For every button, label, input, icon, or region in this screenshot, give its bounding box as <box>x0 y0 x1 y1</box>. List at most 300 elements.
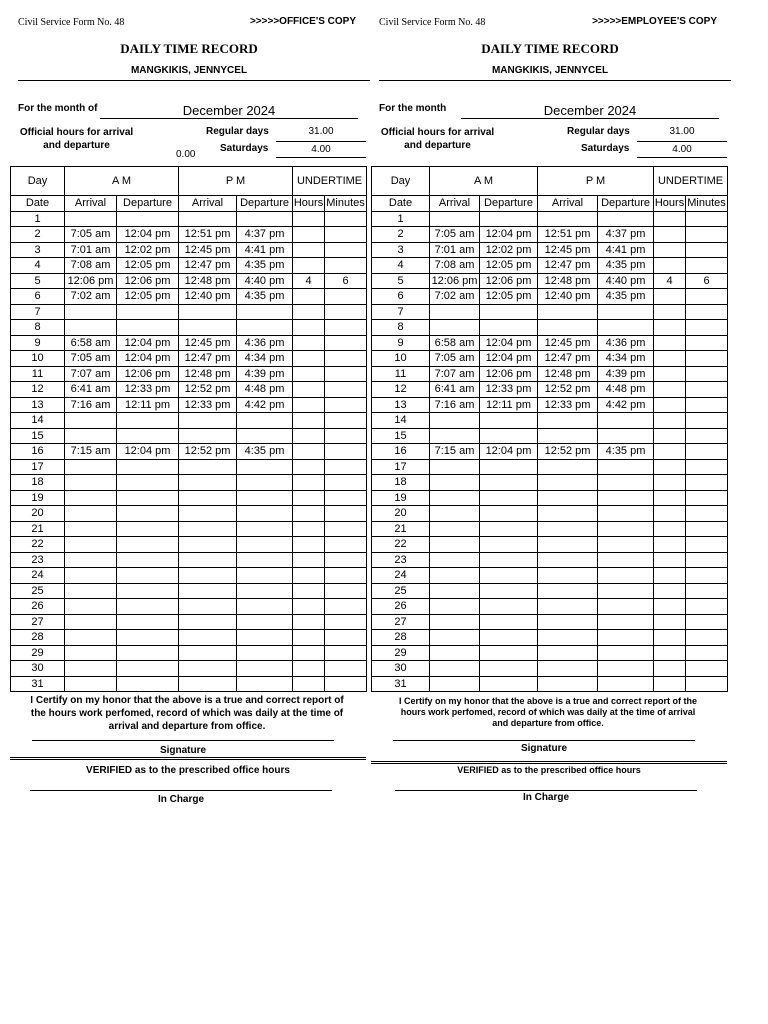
verified-label: VERIFIED as to the prescribed office hours <box>86 765 290 776</box>
pm-departure-cell <box>237 428 293 444</box>
undertime-minutes-cell <box>686 552 728 568</box>
table-row <box>372 382 728 398</box>
header-pm: P M <box>179 167 293 196</box>
pm-departure-cell <box>237 490 293 506</box>
am-departure-cell <box>480 645 538 661</box>
employee-copy-panel <box>369 0 731 820</box>
pm-arrival-cell <box>179 630 237 646</box>
undertime-minutes-cell <box>686 227 728 243</box>
table-row <box>372 661 728 677</box>
undertime-hours-cell <box>293 537 325 553</box>
row-day: 25 <box>372 583 430 599</box>
am-departure-cell <box>117 304 179 320</box>
pm-departure-cell <box>598 413 654 429</box>
undertime-minutes-cell <box>686 304 728 320</box>
am-arrival-cell <box>430 645 480 661</box>
table-row <box>372 335 728 351</box>
am-arrival-cell: 7:15 am <box>65 444 117 460</box>
employee-name: MANGKIKIS, JENNYCEL <box>491 65 609 76</box>
pm-departure-cell: 4:37 pm <box>237 227 293 243</box>
row-day: 29 <box>372 645 430 661</box>
undertime-minutes-cell <box>325 552 367 568</box>
pm-arrival-cell <box>179 614 237 630</box>
am-arrival-cell <box>65 490 117 506</box>
saturdays-label: Saturdays <box>581 143 630 154</box>
pm-arrival-cell: 12:51 pm <box>538 227 598 243</box>
undertime-hours-cell <box>654 258 686 274</box>
header-undertime: UNDERTIME <box>293 167 367 196</box>
pm-arrival-cell <box>538 676 598 692</box>
table-row <box>11 413 367 429</box>
table-row <box>372 506 728 522</box>
am-arrival-cell <box>430 583 480 599</box>
pm-departure-cell <box>598 614 654 630</box>
table-row <box>372 320 728 336</box>
table-row <box>11 289 367 305</box>
am-arrival-cell <box>430 475 480 491</box>
row-day: 9 <box>372 335 430 351</box>
am-departure-cell <box>117 614 179 630</box>
am-departure-cell: 12:33 pm <box>480 382 538 398</box>
am-arrival-cell: 6:58 am <box>430 335 480 351</box>
header-date: Date <box>372 196 430 212</box>
row-day: 28 <box>11 630 65 646</box>
am-arrival-cell: 7:05 am <box>430 227 480 243</box>
undertime-hours-cell: 4 <box>293 273 325 289</box>
am-arrival-cell <box>65 320 117 336</box>
header-undertime: UNDERTIME <box>654 167 728 196</box>
time-record-rows <box>11 211 367 692</box>
table-row <box>372 242 728 258</box>
signature-label: Signature <box>159 745 207 756</box>
table-row <box>372 227 728 243</box>
pm-arrival-cell: 12:48 pm <box>179 366 237 382</box>
am-arrival-cell <box>65 459 117 475</box>
undertime-hours-cell <box>293 568 325 584</box>
am-departure-cell: 12:05 pm <box>480 289 538 305</box>
pm-arrival-cell <box>179 599 237 615</box>
pm-departure-cell <box>598 599 654 615</box>
am-arrival-cell <box>65 304 117 320</box>
am-departure-cell <box>480 630 538 646</box>
am-departure-cell <box>480 661 538 677</box>
undertime-minutes-cell <box>686 521 728 537</box>
saturdays-value: 4.00 <box>637 143 727 158</box>
row-day: 16 <box>372 444 430 460</box>
table-row <box>11 676 367 692</box>
month-value: December 2024 <box>461 103 719 119</box>
certification-text: I Certify on my honor that the above is a true and correct report of the hours work perfomed, record of which was daily at the time of arrival and departure from office. <box>398 696 698 728</box>
table-row <box>372 459 728 475</box>
row-day: 8 <box>11 320 65 336</box>
form-title: DAILY TIME RECORD <box>481 41 619 56</box>
pm-arrival-cell <box>179 521 237 537</box>
am-arrival-cell <box>430 304 480 320</box>
am-departure-cell <box>117 645 179 661</box>
pm-departure-cell <box>598 537 654 553</box>
am-arrival-cell <box>430 521 480 537</box>
separator-line <box>371 761 727 764</box>
signature-label: Signature <box>520 743 568 754</box>
am-arrival-cell: 7:05 am <box>65 351 117 367</box>
undertime-hours-cell <box>293 351 325 367</box>
certification-text: I Certify on my honor that the above is a true and correct report of the hours work perfomed, record of which was daily at the time of arrival and departure from office. <box>30 695 344 732</box>
undertime-minutes-cell <box>686 258 728 274</box>
table-row <box>11 382 367 398</box>
header-am-departure: Departure <box>117 196 179 212</box>
table-row <box>11 645 367 661</box>
am-arrival-cell: 7:08 am <box>65 258 117 274</box>
row-day: 16 <box>11 444 65 460</box>
pm-arrival-cell <box>538 459 598 475</box>
am-departure-cell <box>117 490 179 506</box>
row-day: 18 <box>372 475 430 491</box>
table-row <box>11 614 367 630</box>
pm-arrival-cell <box>538 661 598 677</box>
am-departure-cell <box>480 304 538 320</box>
pm-departure-cell <box>598 304 654 320</box>
table-row <box>372 599 728 615</box>
undertime-minutes-cell <box>325 304 367 320</box>
row-day: 4 <box>11 258 65 274</box>
undertime-minutes-cell <box>325 475 367 491</box>
am-departure-cell <box>480 490 538 506</box>
pm-departure-cell <box>598 676 654 692</box>
am-departure-cell: 12:06 pm <box>480 273 538 289</box>
undertime-hours-cell <box>293 320 325 336</box>
pm-arrival-cell: 12:47 pm <box>179 258 237 274</box>
pm-departure-cell: 4:35 pm <box>598 258 654 274</box>
undertime-minutes-cell <box>325 335 367 351</box>
pm-arrival-cell: 12:40 pm <box>179 289 237 305</box>
time-record-table <box>371 166 728 692</box>
undertime-hours-cell <box>293 506 325 522</box>
regular-days-value: 31.00 <box>637 123 727 142</box>
pm-departure-cell: 4:36 pm <box>598 335 654 351</box>
undertime-minutes-cell: 6 <box>325 273 367 289</box>
undertime-hours-cell <box>654 335 686 351</box>
pm-arrival-cell <box>179 459 237 475</box>
pm-departure-cell <box>237 552 293 568</box>
table-row <box>11 397 367 413</box>
undertime-minutes-cell <box>325 320 367 336</box>
table-row <box>11 661 367 677</box>
pm-arrival-cell: 12:52 pm <box>179 382 237 398</box>
pm-arrival-cell <box>538 211 598 227</box>
undertime-hours-cell <box>293 413 325 429</box>
pm-arrival-cell: 12:45 pm <box>179 242 237 258</box>
table-row <box>11 475 367 491</box>
table-row <box>11 211 367 227</box>
am-departure-cell <box>117 568 179 584</box>
am-arrival-cell: 6:58 am <box>65 335 117 351</box>
table-row <box>372 475 728 491</box>
time-record-rows <box>372 211 728 692</box>
am-arrival-cell: 7:07 am <box>65 366 117 382</box>
undertime-minutes-cell <box>325 258 367 274</box>
undertime-minutes-cell <box>686 444 728 460</box>
copy-label: >>>>>EMPLOYEE'S COPY <box>592 16 717 27</box>
am-arrival-cell: 7:16 am <box>65 397 117 413</box>
pm-arrival-cell: 12:33 pm <box>538 397 598 413</box>
undertime-minutes-cell <box>325 459 367 475</box>
pm-arrival-cell <box>538 428 598 444</box>
table-row <box>372 645 728 661</box>
am-departure-cell <box>480 537 538 553</box>
pm-departure-cell <box>237 568 293 584</box>
undertime-minutes-cell <box>325 382 367 398</box>
undertime-hours-cell <box>654 521 686 537</box>
am-departure-cell: 12:11 pm <box>117 397 179 413</box>
undertime-minutes-cell <box>686 645 728 661</box>
pm-arrival-cell <box>179 428 237 444</box>
table-row <box>372 630 728 646</box>
pm-arrival-cell: 12:52 pm <box>538 382 598 398</box>
undertime-minutes-cell <box>325 490 367 506</box>
pm-arrival-cell: 12:48 pm <box>538 366 598 382</box>
undertime-minutes-cell <box>325 599 367 615</box>
undertime-hours-cell <box>293 614 325 630</box>
header-day: Day <box>372 167 430 196</box>
undertime-minutes-cell <box>686 506 728 522</box>
undertime-minutes-cell <box>325 227 367 243</box>
am-arrival-cell: 7:01 am <box>65 242 117 258</box>
pm-departure-cell <box>237 506 293 522</box>
official-hours-label: Official hours for arrival and departure <box>380 127 495 151</box>
name-underline <box>379 80 731 81</box>
row-day: 17 <box>372 459 430 475</box>
undertime-minutes-cell <box>686 583 728 599</box>
am-arrival-cell: 7:08 am <box>430 258 480 274</box>
row-day: 31 <box>372 676 430 692</box>
am-departure-cell <box>480 320 538 336</box>
table-row <box>372 273 728 289</box>
signature-line <box>32 740 334 741</box>
row-day: 10 <box>372 351 430 367</box>
row-day: 15 <box>11 428 65 444</box>
row-day: 1 <box>372 211 430 227</box>
header-hours: Hours <box>654 197 685 210</box>
undertime-hours-cell: 4 <box>654 273 686 289</box>
am-departure-cell <box>480 428 538 444</box>
undertime-hours-cell <box>654 645 686 661</box>
undertime-hours-cell <box>654 676 686 692</box>
am-arrival-cell <box>430 630 480 646</box>
row-day: 26 <box>11 599 65 615</box>
row-day: 3 <box>372 242 430 258</box>
undertime-minutes-cell <box>686 211 728 227</box>
row-day: 30 <box>11 661 65 677</box>
pm-departure-cell: 4:34 pm <box>598 351 654 367</box>
row-day: 26 <box>372 599 430 615</box>
row-day: 22 <box>11 537 65 553</box>
pm-arrival-cell <box>538 568 598 584</box>
pm-arrival-cell <box>179 490 237 506</box>
pm-departure-cell <box>237 521 293 537</box>
am-arrival-cell <box>65 599 117 615</box>
row-day: 1 <box>11 211 65 227</box>
in-charge-line <box>30 790 332 791</box>
header-date: Date <box>11 196 65 212</box>
row-day: 5 <box>372 273 430 289</box>
table-row <box>11 428 367 444</box>
pm-departure-cell: 4:40 pm <box>237 273 293 289</box>
pm-arrival-cell <box>179 552 237 568</box>
row-day: 27 <box>11 614 65 630</box>
pm-arrival-cell: 12:51 pm <box>179 227 237 243</box>
row-day: 4 <box>372 258 430 274</box>
undertime-hours-cell <box>293 583 325 599</box>
row-day: 8 <box>372 320 430 336</box>
pm-departure-cell <box>598 521 654 537</box>
row-day: 6 <box>372 289 430 305</box>
pm-arrival-cell <box>538 599 598 615</box>
undertime-minutes-cell <box>686 335 728 351</box>
pm-departure-cell: 4:35 pm <box>598 289 654 305</box>
pm-arrival-cell: 12:47 pm <box>538 351 598 367</box>
header-am-arrival: Arrival <box>430 196 480 212</box>
undertime-minutes-cell <box>325 661 367 677</box>
undertime-minutes-cell: 6 <box>686 273 728 289</box>
undertime-minutes-cell <box>325 521 367 537</box>
pm-arrival-cell <box>179 506 237 522</box>
pm-departure-cell <box>237 614 293 630</box>
am-arrival-cell: 7:02 am <box>430 289 480 305</box>
row-day: 14 <box>11 413 65 429</box>
header-am-departure: Departure <box>480 196 538 212</box>
undertime-minutes-cell <box>686 413 728 429</box>
undertime-hours-cell <box>654 599 686 615</box>
undertime-hours-cell <box>293 630 325 646</box>
verified-label: VERIFIED as to the prescribed office hours <box>457 765 641 775</box>
official-hours-label: Official hours for arrival and departure <box>19 127 134 151</box>
am-departure-cell: 12:05 pm <box>117 258 179 274</box>
am-arrival-cell: 7:05 am <box>65 227 117 243</box>
table-row <box>372 258 728 274</box>
undertime-hours-cell <box>654 475 686 491</box>
am-departure-cell <box>117 413 179 429</box>
am-arrival-cell <box>430 459 480 475</box>
undertime-minutes-cell <box>686 568 728 584</box>
table-row <box>11 351 367 367</box>
header-hours: Hours <box>293 197 324 210</box>
employee-name: MANGKIKIS, JENNYCEL <box>130 65 248 76</box>
pm-arrival-cell: 12:47 pm <box>179 351 237 367</box>
pm-arrival-cell <box>538 320 598 336</box>
table-row <box>372 304 728 320</box>
regular-days-label: Regular days <box>206 126 269 137</box>
undertime-minutes-cell <box>686 351 728 367</box>
pm-arrival-cell: 12:33 pm <box>179 397 237 413</box>
undertime-hours-cell <box>293 428 325 444</box>
am-departure-cell <box>480 506 538 522</box>
table-row <box>372 444 728 460</box>
table-row <box>11 459 367 475</box>
undertime-minutes-cell <box>325 444 367 460</box>
pm-departure-cell <box>598 630 654 646</box>
pm-arrival-cell <box>179 211 237 227</box>
am-departure-cell <box>117 552 179 568</box>
undertime-hours-cell <box>654 351 686 367</box>
undertime-minutes-cell <box>686 320 728 336</box>
separator-line <box>10 757 366 760</box>
undertime-hours-cell <box>654 428 686 444</box>
header-day: Day <box>11 167 65 196</box>
pm-departure-cell: 4:39 pm <box>598 366 654 382</box>
am-departure-cell <box>480 568 538 584</box>
am-arrival-cell <box>65 537 117 553</box>
table-row <box>372 366 728 382</box>
pm-arrival-cell <box>538 583 598 599</box>
in-charge-label: In Charge <box>157 794 205 805</box>
table-row <box>372 397 728 413</box>
row-day: 12 <box>372 382 430 398</box>
am-arrival-cell <box>430 599 480 615</box>
undertime-hours-cell <box>654 614 686 630</box>
pm-departure-cell <box>598 459 654 475</box>
pm-arrival-cell: 12:52 pm <box>538 444 598 460</box>
pm-departure-cell: 4:37 pm <box>598 227 654 243</box>
pm-arrival-cell <box>538 537 598 553</box>
am-arrival-cell <box>430 428 480 444</box>
am-arrival-cell <box>430 568 480 584</box>
pm-departure-cell <box>237 459 293 475</box>
pm-arrival-cell: 12:52 pm <box>179 444 237 460</box>
pm-arrival-cell <box>538 506 598 522</box>
row-day: 14 <box>372 413 430 429</box>
undertime-hours-cell <box>654 552 686 568</box>
am-arrival-cell <box>65 661 117 677</box>
saturdays-label: Saturdays <box>220 143 269 154</box>
table-row <box>372 676 728 692</box>
am-arrival-cell <box>430 211 480 227</box>
name-underline <box>18 80 370 81</box>
pm-departure-cell <box>598 490 654 506</box>
pm-arrival-cell <box>179 320 237 336</box>
undertime-minutes-cell <box>325 568 367 584</box>
header-am-arrival: Arrival <box>65 196 117 212</box>
office-copy-panel <box>8 0 370 820</box>
table-row <box>372 211 728 227</box>
am-arrival-cell: 12:06 pm <box>65 273 117 289</box>
row-day: 3 <box>11 242 65 258</box>
row-day: 11 <box>372 366 430 382</box>
am-departure-cell <box>117 459 179 475</box>
pm-departure-cell <box>237 661 293 677</box>
table-row <box>11 552 367 568</box>
pm-departure-cell <box>598 506 654 522</box>
am-departure-cell: 12:04 pm <box>480 227 538 243</box>
undertime-minutes-cell <box>325 537 367 553</box>
regular-days-label: Regular days <box>567 126 630 137</box>
undertime-minutes-cell <box>686 490 728 506</box>
header-pm: P M <box>538 167 654 196</box>
pm-departure-cell <box>598 552 654 568</box>
pm-departure-cell: 4:35 pm <box>237 258 293 274</box>
row-day: 19 <box>11 490 65 506</box>
am-departure-cell: 12:04 pm <box>117 227 179 243</box>
table-row <box>11 444 367 460</box>
pm-arrival-cell <box>179 661 237 677</box>
am-arrival-cell: 6:41 am <box>430 382 480 398</box>
pm-arrival-cell <box>179 304 237 320</box>
undertime-hours-cell <box>654 537 686 553</box>
am-arrival-cell <box>65 552 117 568</box>
am-departure-cell: 12:02 pm <box>480 242 538 258</box>
am-departure-cell: 12:04 pm <box>117 444 179 460</box>
am-arrival-cell: 12:06 pm <box>430 273 480 289</box>
am-arrival-cell <box>65 676 117 692</box>
